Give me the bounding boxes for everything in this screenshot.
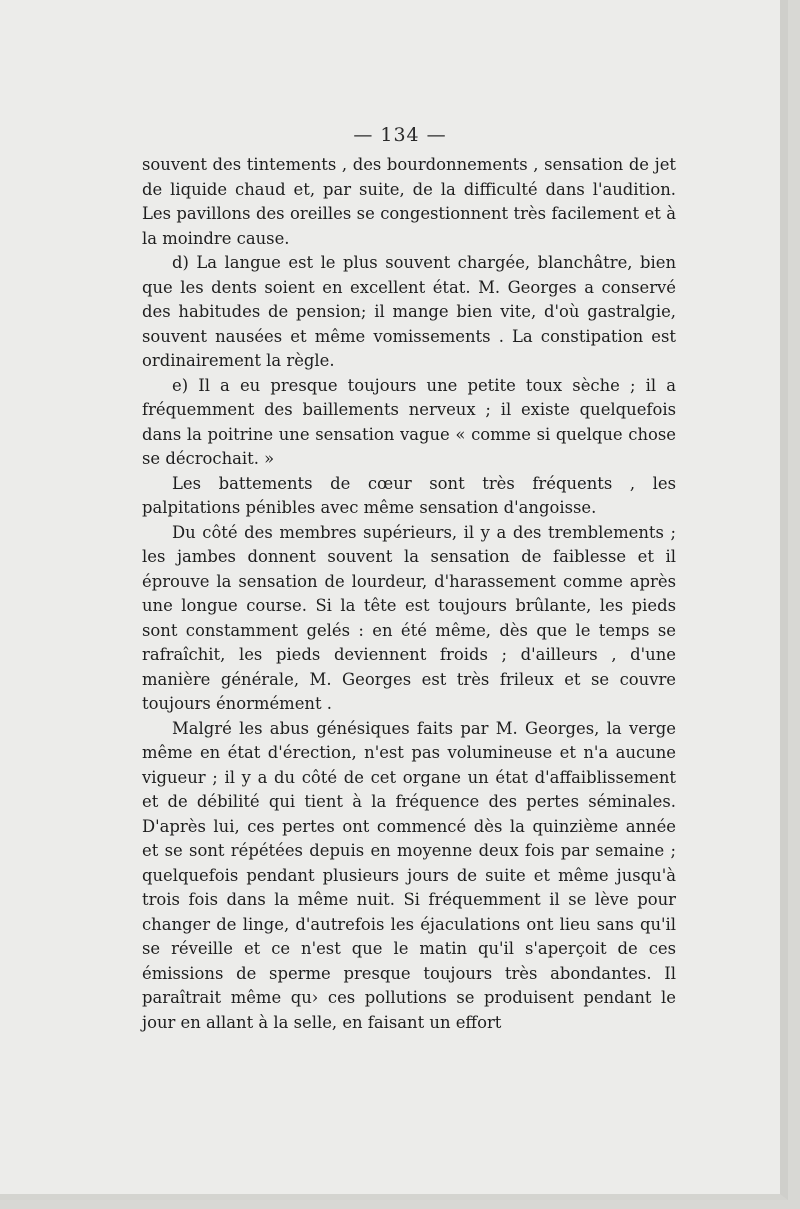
paragraph-cough: e) Il a eu presque toujours une petite toux sèche ; il a fréquemment des baillements nerveux ; il existe quelquefois dans la poitrine une sensation vague « comme si quelque chose se décrochait. » — [142, 375, 676, 468]
body-text — [142, 153, 676, 1035]
paragraph-limbs: Du côté des membres supérieurs, il y a des tremblements ; les jambes donnent souvent la sensation de faiblesse et il éprouve la sensation de lourdeur, d'harassement comme après une longue course. Si la tête est toujours brûlante, les pieds sont constamment gelés : en été même, dès que le temps se rafraîchit, les pieds deviennent froids ; d'ailleurs , d'une manière générale, M. Georges est très frileux et se couvre toujours énormément . — [142, 522, 676, 713]
paragraph-tongue-digestion: d) La langue est le plus souvent chargée, blanchâtre, bien que les dents soient en excellent état. M. Georges a conservé des habitudes de pension; il mange bien vite, d'où gastralgie, souvent nausées et même vomissements . La constipation est ordinairement la règle. — [142, 253, 676, 370]
paragraph-hearing: souvent des tintements , des bourdonnements , sensation de jet de liquide chaud et, par suite, de la difficulté dans l'audition. Les pavillons des oreilles se congestionnent très facilement et à la moindre cause. — [142, 155, 676, 248]
page-number: — 134 — — [353, 124, 447, 146]
paragraph-genital: Malgré les abus génésiques faits par M. Georges, la verge même en état d'érection, n'est pas volumineuse et n'a aucune vigueur ; il y a du côté de cet organe un état d'affaiblissement et de débilité qui tient à la fréquence des pertes séminales. D'après lui, ces pertes ont commencé dès la quinzième année et se sont répétées depuis en moyenne deux fois par semaine ; quelquefois pendant plusieurs jours de suite et même jusqu'à trois fois dans la même nuit. Si fréquemment il se lève pour changer de linge, d'autrefois les éjaculations ont lieu sans qu'il se réveille et ce n'est que le matin qu'il s'aperçoit de ces émissions de sperme presque toujours très abondantes. Il paraîtrait même qu› ces pollutions se produisent pendant le jour en allant à la selle, en faisant un effort — [142, 718, 676, 1032]
paragraph-heartbeat: Les battements de cœur sont très fréquents , les palpitations pénibles avec même sensation d'angoisse. — [142, 473, 676, 517]
